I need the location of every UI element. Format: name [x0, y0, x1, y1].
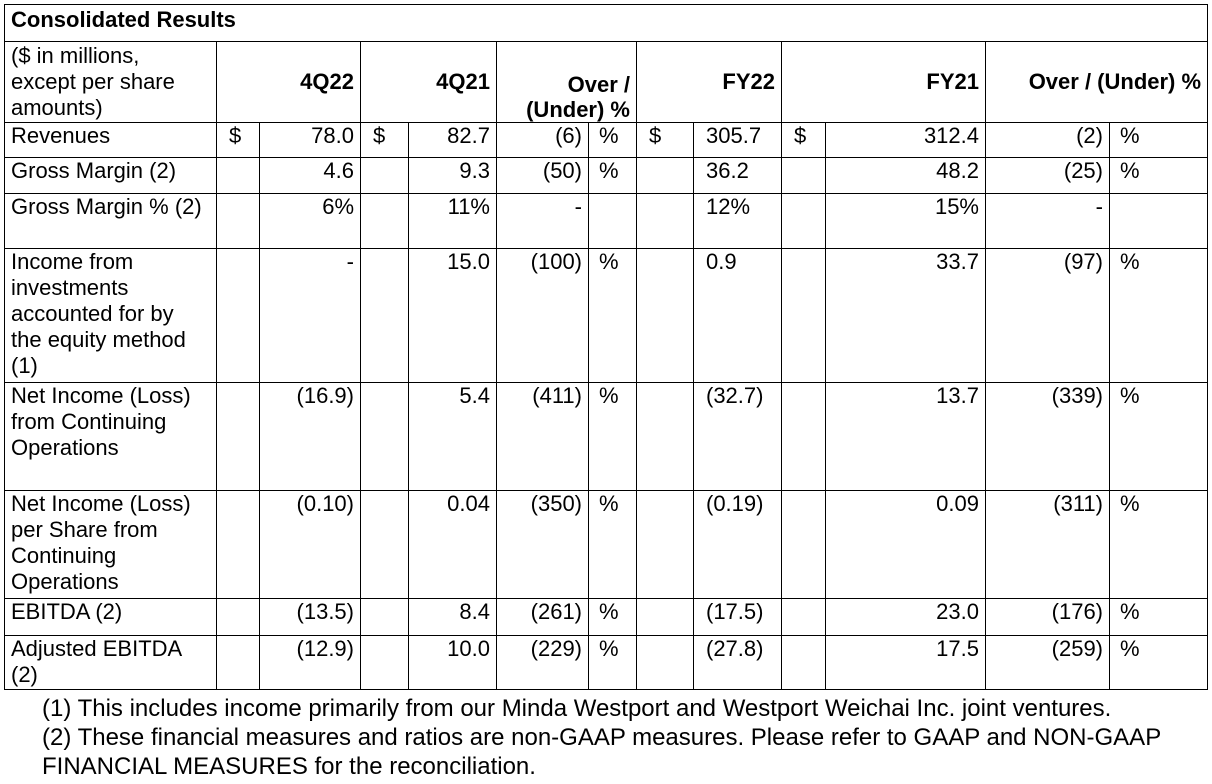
- year-prior-currency: [782, 636, 826, 690]
- year-prior-value: 13.7: [826, 383, 986, 491]
- year-current-currency: [637, 249, 694, 383]
- quarter-change-percent-sign: %: [589, 383, 637, 491]
- quarter-prior-value: 8.4: [409, 599, 497, 636]
- header-fy21: FY21: [782, 42, 986, 123]
- quarter-change-value: (6): [497, 123, 589, 158]
- quarter-current-currency: [217, 636, 260, 690]
- table-row: [5, 123, 1208, 158]
- year-current-value: 0.9: [694, 249, 782, 383]
- year-prior-value: 33.7: [826, 249, 986, 383]
- quarter-prior-value: 10.0: [409, 636, 497, 690]
- row-label: EBITDA (2): [5, 599, 217, 636]
- year-current-value: 36.2: [694, 158, 782, 194]
- year-current-value: (32.7): [694, 383, 782, 491]
- year-current-value: 305.7: [694, 123, 782, 158]
- year-prior-currency: [782, 491, 826, 599]
- quarter-change-percent-sign: %: [589, 249, 637, 383]
- consolidated-results-table: [4, 4, 1208, 690]
- quarter-current-value: 6%: [260, 194, 361, 249]
- year-change-value: (339): [986, 383, 1110, 491]
- quarter-current-currency: [217, 194, 260, 249]
- quarter-current-value: 78.0: [260, 123, 361, 158]
- quarter-prior-value: 15.0: [409, 249, 497, 383]
- year-change-value: (25): [986, 158, 1110, 194]
- quarter-current-currency: [217, 599, 260, 636]
- footnote-1: (1) This includes income primarily from our Minda Westport and Westport Weichai Inc. joint ventures.: [42, 695, 1112, 722]
- year-change-percent-sign: %: [1110, 491, 1208, 599]
- quarter-change-value: (261): [497, 599, 589, 636]
- year-current-currency: [637, 599, 694, 636]
- year-prior-currency: $: [782, 123, 826, 158]
- year-prior-currency: [782, 249, 826, 383]
- year-prior-currency: [782, 194, 826, 249]
- year-current-currency: $: [637, 123, 694, 158]
- quarter-change-percent-sign: %: [589, 491, 637, 599]
- year-change-value: (176): [986, 599, 1110, 636]
- year-prior-value: 17.5: [826, 636, 986, 690]
- quarter-change-value: (100): [497, 249, 589, 383]
- quarter-current-value: -: [260, 249, 361, 383]
- year-current-value: (27.8): [694, 636, 782, 690]
- row-label: Net Income (Loss) per Share from Continuing Operations: [5, 491, 217, 599]
- quarter-current-currency: [217, 383, 260, 491]
- year-change-percent-sign: %: [1110, 123, 1208, 158]
- header-quarter-change: Over / (Under) %: [497, 42, 637, 123]
- year-change-value: (259): [986, 636, 1110, 690]
- table-row: [5, 194, 1208, 249]
- year-prior-value: 312.4: [826, 123, 986, 158]
- footnote-2: (2) These financial measures and ratios are non-GAAP measures. Please refer to GAAP and NON-GAAP FINANCIAL MEASURES for the reconciliation.: [42, 724, 1161, 780]
- quarter-change-value: -: [497, 194, 589, 249]
- quarter-prior-currency: [361, 636, 409, 690]
- quarter-change-value: (50): [497, 158, 589, 194]
- quarter-change-percent-sign: %: [589, 599, 637, 636]
- header-units-label: ($ in millions, except per share amounts): [5, 42, 217, 123]
- row-label: Income from investments accounted for by the equity method (1): [5, 249, 217, 383]
- quarter-change-value: (229): [497, 636, 589, 690]
- row-label: Revenues: [5, 123, 217, 158]
- quarter-current-currency: $: [217, 123, 260, 158]
- table-row: [5, 599, 1208, 636]
- year-current-value: (17.5): [694, 599, 782, 636]
- quarter-prior-currency: [361, 158, 409, 194]
- year-current-currency: [637, 158, 694, 194]
- year-prior-value: 15%: [826, 194, 986, 249]
- quarter-prior-value: 5.4: [409, 383, 497, 491]
- year-current-currency: [637, 491, 694, 599]
- quarter-change-percent-sign: [589, 194, 637, 249]
- quarter-prior-value: 11%: [409, 194, 497, 249]
- year-change-percent-sign: %: [1110, 636, 1208, 690]
- row-label: Gross Margin % (2): [5, 194, 217, 249]
- table-row: [5, 158, 1208, 194]
- table-row: [5, 491, 1208, 599]
- quarter-prior-currency: [361, 194, 409, 249]
- header-fy22: FY22: [637, 42, 782, 123]
- year-change-percent-sign: %: [1110, 383, 1208, 491]
- year-change-percent-sign: [1110, 194, 1208, 249]
- year-change-value: -: [986, 194, 1110, 249]
- table-row: [5, 383, 1208, 491]
- footnotes: [42, 694, 1202, 781]
- year-change-value: (311): [986, 491, 1110, 599]
- quarter-change-percent-sign: %: [589, 158, 637, 194]
- year-current-currency: [637, 383, 694, 491]
- quarter-prior-currency: [361, 383, 409, 491]
- quarter-prior-currency: [361, 599, 409, 636]
- quarter-change-percent-sign: %: [589, 636, 637, 690]
- year-current-currency: [637, 636, 694, 690]
- header-year-change: Over / (Under) %: [986, 42, 1208, 123]
- year-prior-value: 23.0: [826, 599, 986, 636]
- quarter-current-currency: [217, 491, 260, 599]
- year-prior-value: 48.2: [826, 158, 986, 194]
- year-current-value: (0.19): [694, 491, 782, 599]
- quarter-prior-value: 0.04: [409, 491, 497, 599]
- year-current-value: 12%: [694, 194, 782, 249]
- year-change-percent-sign: %: [1110, 249, 1208, 383]
- table-header-row: [5, 42, 1208, 123]
- row-label: Net Income (Loss) from Continuing Operations: [5, 383, 217, 491]
- quarter-prior-currency: [361, 249, 409, 383]
- quarter-prior-currency: $: [361, 123, 409, 158]
- year-change-value: (2): [986, 123, 1110, 158]
- year-change-percent-sign: %: [1110, 158, 1208, 194]
- table-title-row: [5, 5, 1208, 42]
- quarter-current-value: (0.10): [260, 491, 361, 599]
- row-label: Gross Margin (2): [5, 158, 217, 194]
- quarter-current-value: (12.9): [260, 636, 361, 690]
- quarter-change-value: (350): [497, 491, 589, 599]
- table-title: Consolidated Results: [5, 5, 1208, 42]
- header-4q21: 4Q21: [361, 42, 497, 123]
- quarter-current-value: (13.5): [260, 599, 361, 636]
- year-change-percent-sign: %: [1110, 599, 1208, 636]
- year-prior-currency: [782, 383, 826, 491]
- row-label: Adjusted EBITDA (2): [5, 636, 217, 690]
- quarter-prior-currency: [361, 491, 409, 599]
- quarter-prior-value: 9.3: [409, 158, 497, 194]
- year-prior-currency: [782, 158, 826, 194]
- table-row: [5, 249, 1208, 383]
- quarter-current-currency: [217, 249, 260, 383]
- quarter-prior-value: 82.7: [409, 123, 497, 158]
- header-4q22: 4Q22: [217, 42, 361, 123]
- year-prior-value: 0.09: [826, 491, 986, 599]
- quarter-change-percent-sign: %: [589, 123, 637, 158]
- quarter-current-value: 4.6: [260, 158, 361, 194]
- year-current-currency: [637, 194, 694, 249]
- quarter-current-currency: [217, 158, 260, 194]
- table-row: [5, 636, 1208, 690]
- quarter-change-value: (411): [497, 383, 589, 491]
- quarter-current-value: (16.9): [260, 383, 361, 491]
- year-change-value: (97): [986, 249, 1110, 383]
- year-prior-currency: [782, 599, 826, 636]
